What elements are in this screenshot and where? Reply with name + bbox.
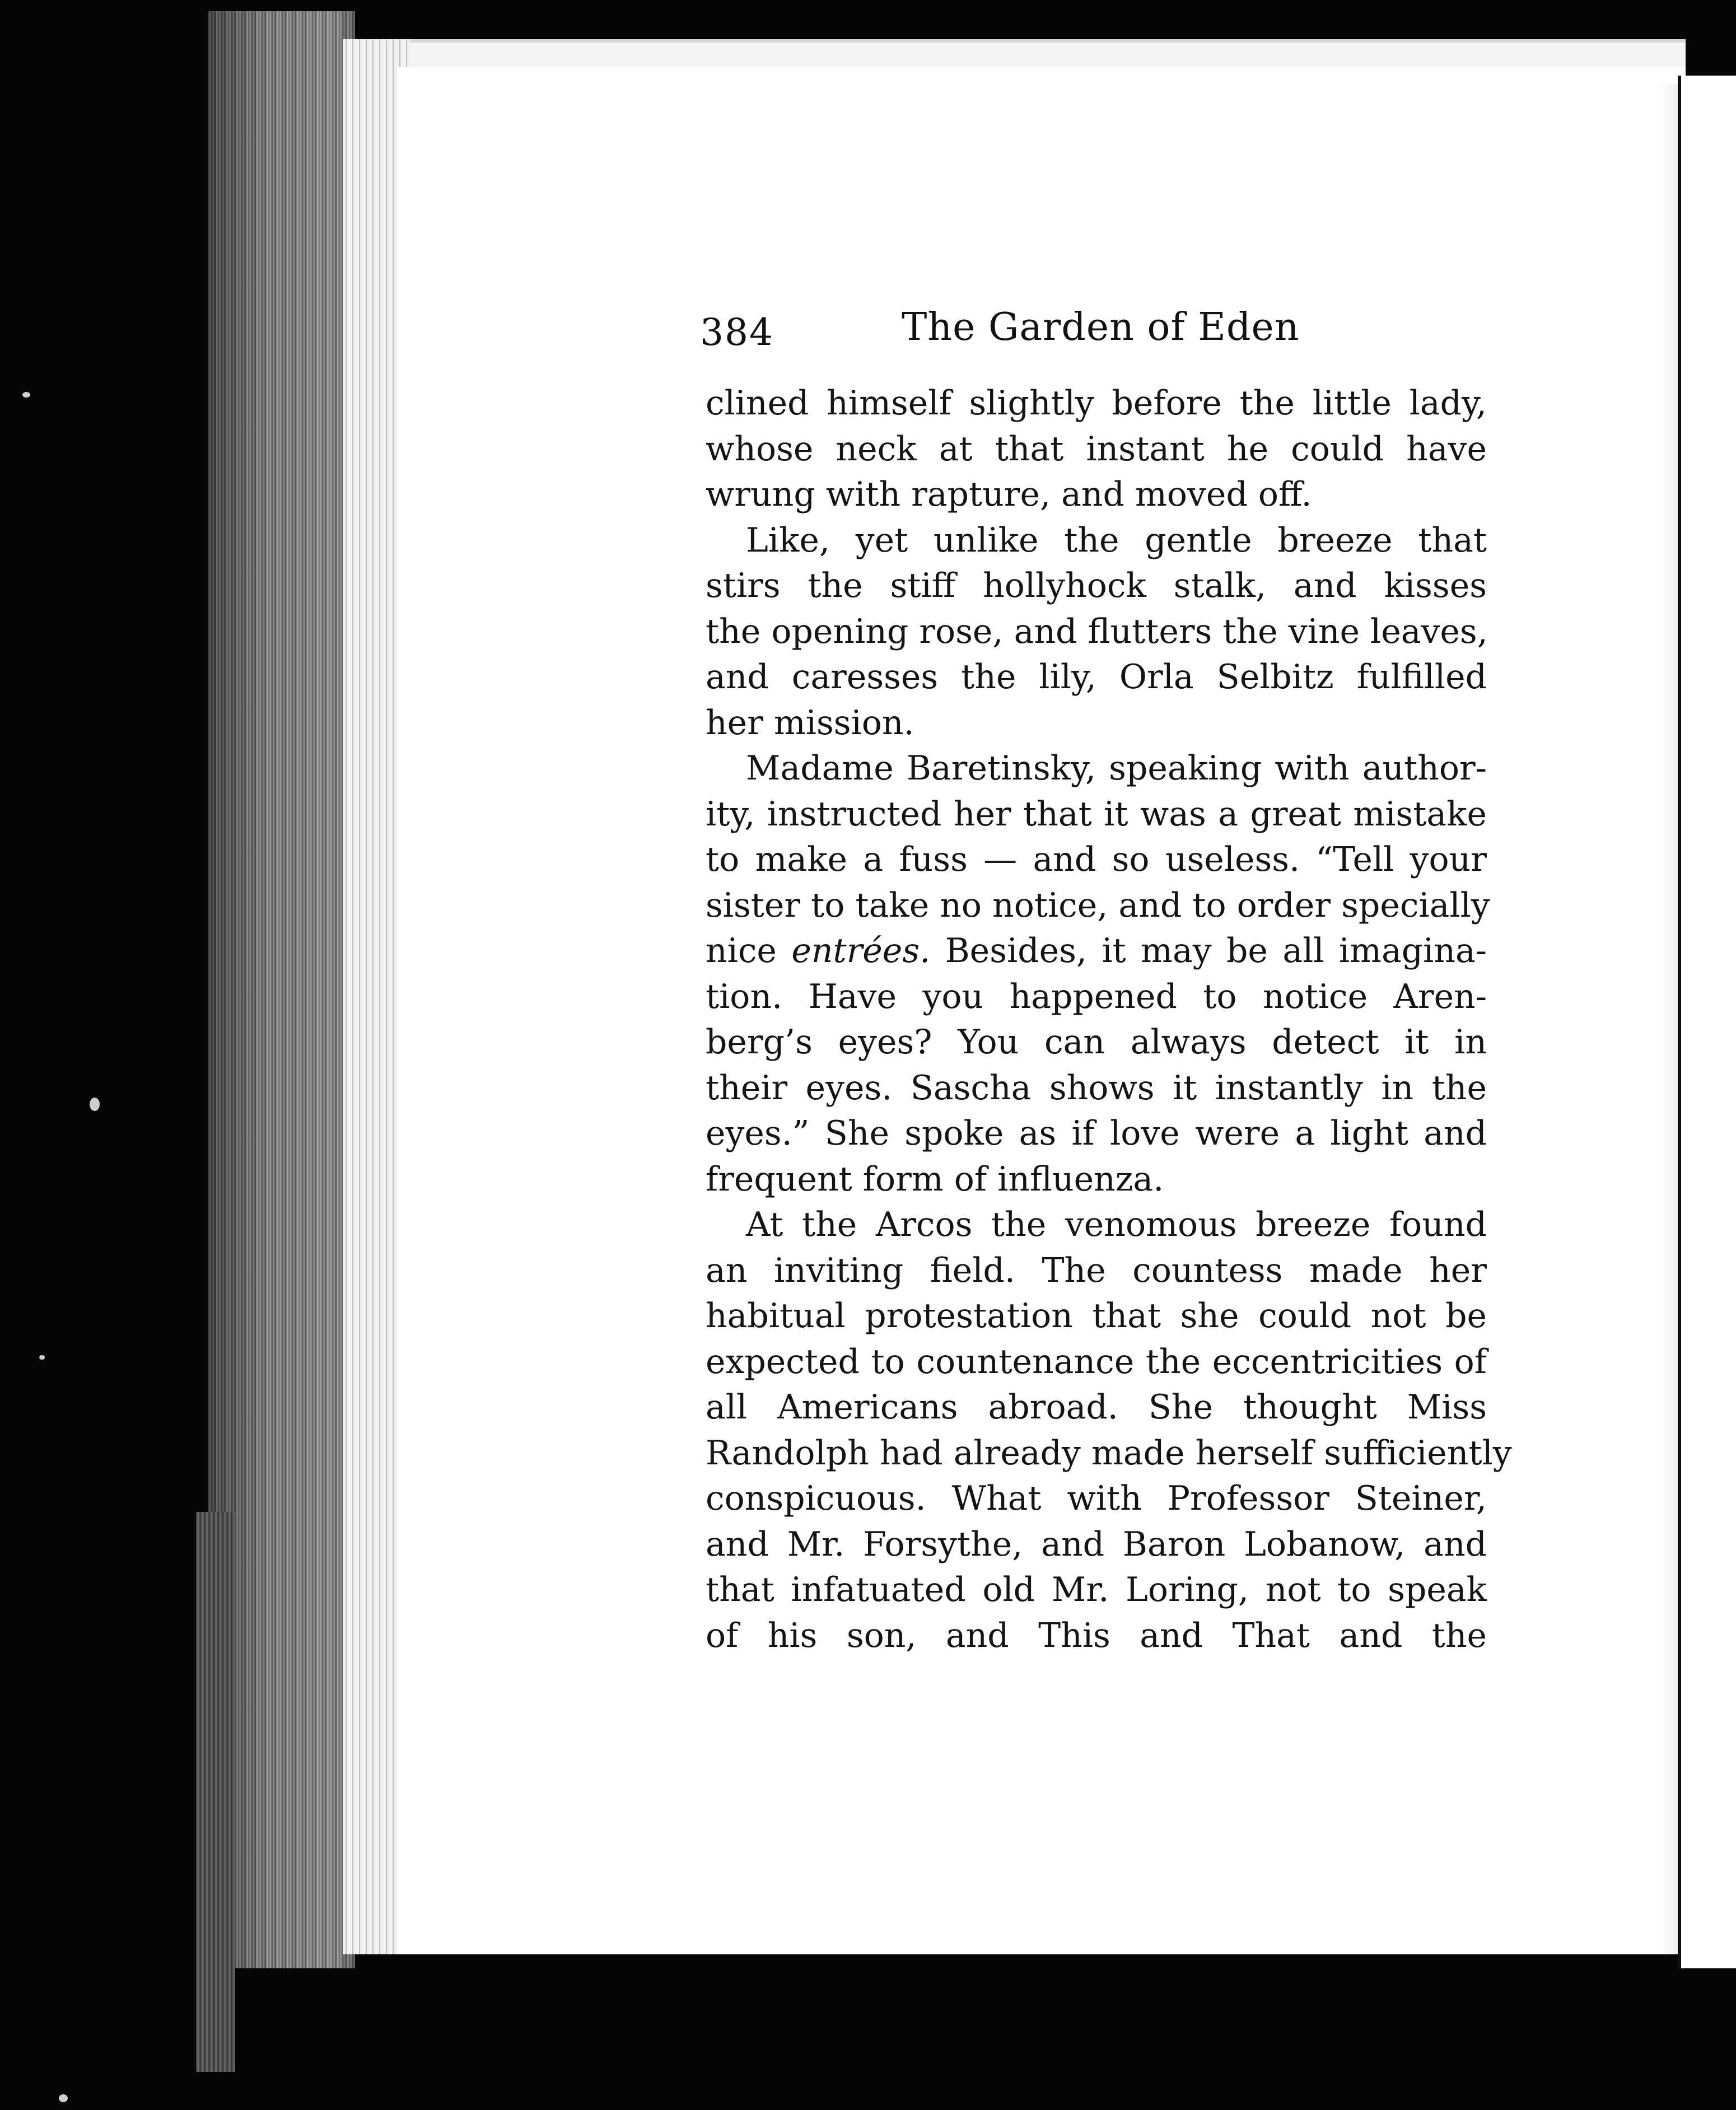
body-text xyxy=(706,381,1512,1659)
book-edge-shadow xyxy=(196,1512,235,2072)
text-line: wrung with rapture, and moved off. xyxy=(706,475,1312,514)
text-fragment: Besides, it may be all imagina- xyxy=(945,931,1487,970)
text-line: an inviting field. The countess made her xyxy=(706,1250,1487,1290)
text-fragment: nice xyxy=(706,931,777,970)
text-line: berg’s eyes? You can always detect it in xyxy=(706,1023,1487,1062)
facing-page-edge xyxy=(1678,76,1736,1968)
text-line: Randolph had already made herself sufficiently xyxy=(706,1433,1512,1473)
text-line: and caresses the lily, Orla Selbitz fulfilled xyxy=(706,657,1487,697)
text-line: Like, yet unlike the gentle breeze that xyxy=(746,520,1487,560)
text-line: their eyes. Sascha shows it instantly in the xyxy=(706,1068,1487,1108)
text-line: At the Arcos the venomous breeze found xyxy=(746,1205,1487,1244)
page-number: 384 xyxy=(700,311,774,354)
text-line: and Mr. Forsythe, and Baron Lobanow, and xyxy=(706,1524,1487,1564)
text-line: that infatuated old Mr. Loring, not to speak xyxy=(706,1570,1487,1609)
text-line xyxy=(706,928,1487,974)
text-line: ity, instructed her that it was a great mistake xyxy=(706,794,1487,834)
text-line: Madame Baretinsky, speaking with author- xyxy=(746,749,1487,788)
text-line: eyes.” She spoke as if love were a light and xyxy=(706,1114,1487,1153)
text-line: habitual protestation that she could not be xyxy=(706,1296,1487,1336)
gutter-shade xyxy=(1658,84,1678,1954)
text-line: expected to countenance the eccentricities of xyxy=(706,1342,1487,1381)
dust-speck xyxy=(90,1098,100,1111)
text-line: clined himself slightly before the little lady, xyxy=(706,384,1487,423)
text-line: stirs the stiff hollyhock stalk, and kisses xyxy=(706,566,1487,605)
dust-speck xyxy=(39,1355,45,1360)
text-line: tion. Have you happened to notice Aren- xyxy=(706,977,1487,1016)
dust-speck xyxy=(22,392,30,398)
text-line: sister to take no notice, and to order specially xyxy=(706,885,1490,925)
text-line: of his son, and This and That and the xyxy=(706,1616,1487,1655)
text-line: all Americans abroad. She thought Miss xyxy=(706,1388,1487,1427)
text-line: to make a fuss — and so useless. “Tell your xyxy=(706,840,1487,879)
dust-speck xyxy=(59,2094,68,2102)
text-line: the opening rose, and flutters the vine leaves, xyxy=(706,611,1488,651)
running-head xyxy=(700,300,1484,361)
text-line: frequent form of influenza. xyxy=(706,1159,1164,1199)
italic-word: entrées. xyxy=(791,931,931,970)
book-title: The Garden of Eden xyxy=(902,305,1300,349)
text-line: conspicuous. What with Professor Steiner, xyxy=(706,1479,1487,1518)
text-line: her mission. xyxy=(706,703,914,743)
text-line: whose neck at that instant he could have xyxy=(706,429,1487,469)
